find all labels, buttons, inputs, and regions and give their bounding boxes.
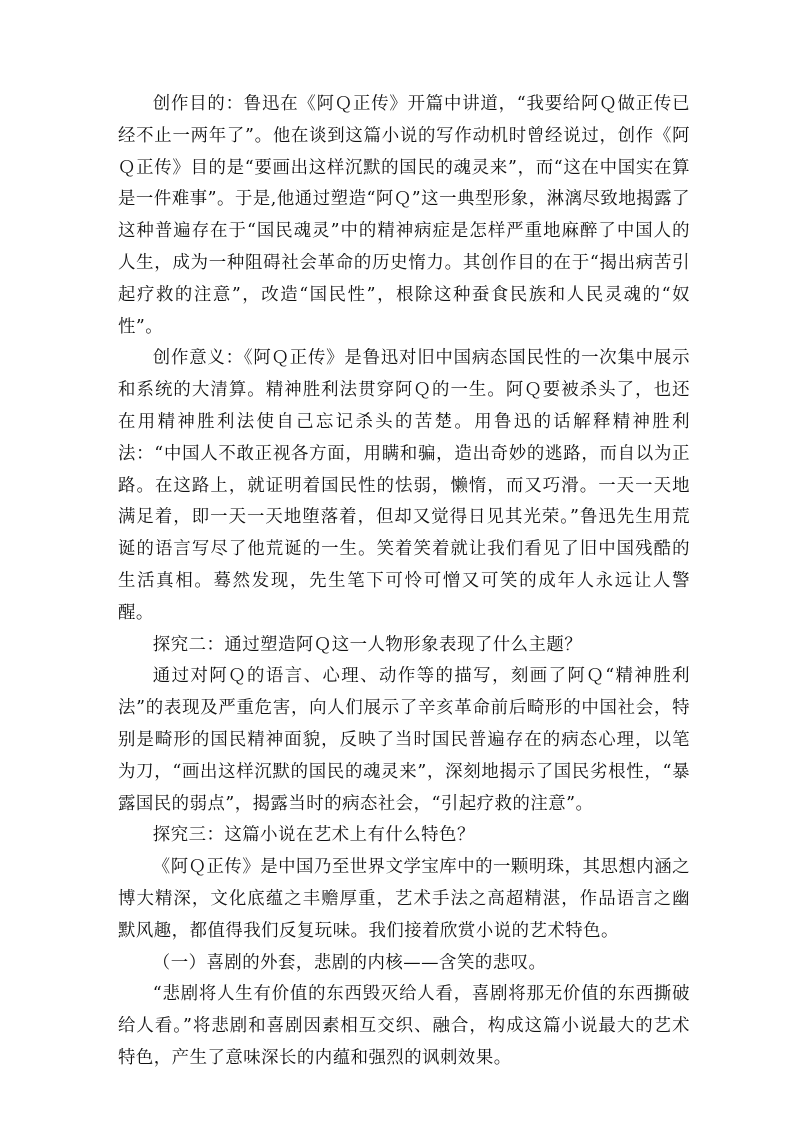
paragraph-creation-significance: 创作意义：《阿Ｑ正传》是鲁迅对旧中国病态国民性的一次集中展示和系统的大清算。精神胜利法贯穿阿Ｑ的一生。阿Ｑ要被杀头了，也还在用精神胜利法使自己忘记杀头的苦楚。用鲁迅的话解释精神胜利法：“中国人不敢正视各方面，用瞒和骗，造出奇妙的逃路，而自以为正路。在这路上，就证明着国民性的怯弱，懒惰，而又巧滑。一天一天地满足着，即一天一天地堕落着，但却又觉得日见其光荣。”鲁迅先生用荒诞的语言写尽了他荒诞的一生。笑着笑着就让我们看见了旧中国残酷的生活真相。蓦然发现，先生笔下可怜可憎又可笑的成年人永远让人警醒。	[118, 348, 690, 623]
heading-inquiry-two: 探究二：通过塑造阿Ｑ这一人物形象表现了什么主题？	[152, 634, 583, 655]
heading-inquiry-three: 探究三：这篇小说在艺术上有什么特色？	[152, 825, 475, 846]
document-page	[118, 89, 690, 1075]
paragraph-inquiry-two-answer: 通过对阿Ｑ的语言、心理、动作等的描写，刻画了阿Ｑ“精神胜利法”的表现及严重危害，向人们展示了辛亥革命前后畸形的中国社会，特别是畸形的国民精神面貌，反映了当时国民普遍存在的病态心理，以笔为刀，“画出这样沉默的国民的魂灵来”，深刻地揭示了国民劣根性，“暴露国民的弱点”，揭露当时的病态社会，“引起疗救的注意”。	[118, 666, 690, 814]
subheading-comedy-tragedy: （一）喜剧的外套，悲剧的内核——含笑的悲叹。	[152, 952, 547, 973]
paragraph-inquiry-three-intro: 《阿Ｑ正传》是中国乃至世界文学宝库中的一颗明珠，其思想内涵之博大精深，文化底蕴之丰赡厚重，艺术手法之高超精湛，作品语言之幽默风趣，都值得我们反复玩味。我们接着欣赏小说的艺术特色。	[118, 857, 690, 941]
paragraph-tragedy-comedy-quote: “悲剧将人生有价值的东西毁灭给人看，喜剧将那无价值的东西撕破给人看。”将悲剧和喜剧因素相互交织、融合，构成这篇小说最大的艺术特色，产生了意味深长的内蕴和强烈的讽刺效果。	[118, 984, 690, 1068]
paragraph-creation-purpose: 创作目的：鲁迅在《阿Ｑ正传》开篇中讲道，“我要给阿Ｑ做正传已经不止一两年了”。他在谈到这篇小说的写作动机时曾经说过，创作《阿Ｑ正传》目的是“要画出这样沉默的国民的魂灵来”，而“这在中国实在算是一件难事”。于是,他通过塑造“阿Ｑ”这一典型形象，淋漓尽致地揭露了这种普遍存在于“国民魂灵”中的精神病症是怎样严重地麻醉了中国人的人生，成为一种阻碍社会革命的历史惰力。其创作目的在于“揭出病苦引起疗救的注意”，改造“国民性”，根除这种蚕食民族和人民灵魂的“奴性”。	[118, 94, 690, 337]
